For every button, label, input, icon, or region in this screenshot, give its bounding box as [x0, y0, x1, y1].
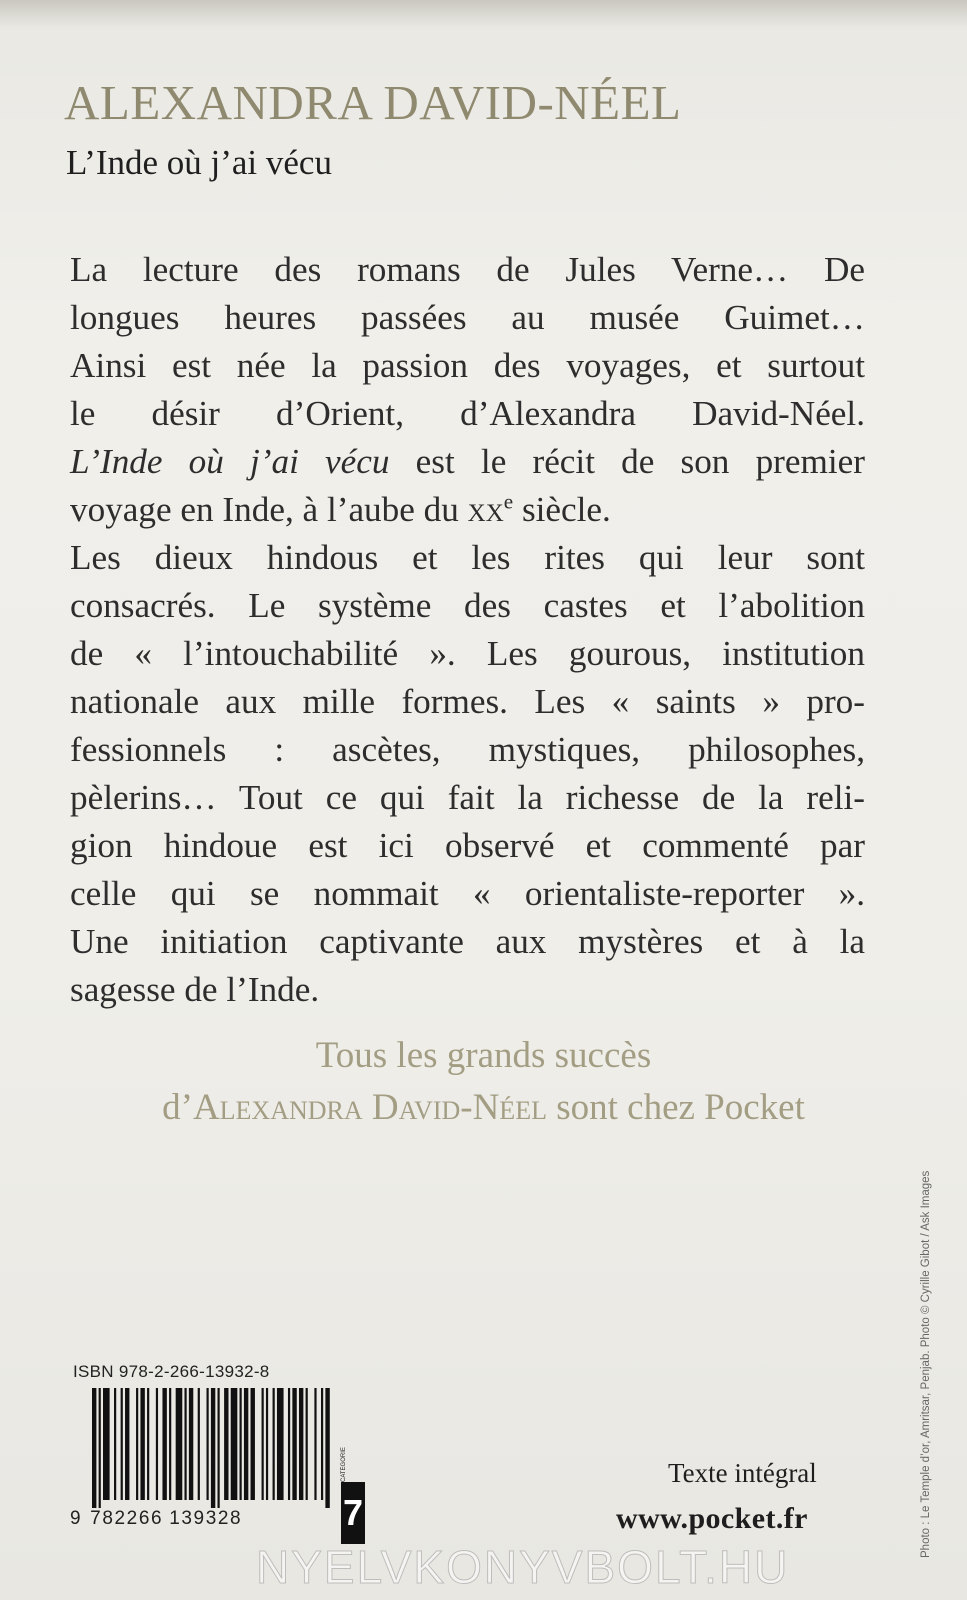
barcode-bar — [176, 1388, 183, 1500]
photo-credit — [920, 1030, 940, 1570]
blurb-line: de « l’intouchabilité ». Les gourous, institution — [70, 634, 865, 673]
barcode-bar — [140, 1388, 144, 1500]
barcode-digit-group-1: 782266 — [90, 1508, 164, 1529]
barcode-bar — [325, 1388, 329, 1508]
blurb-line-rest: est le récit de son premier — [389, 442, 865, 481]
category-label: CATÉGORIE — [341, 1447, 347, 1482]
photo-credit-text: Photo : Le Temple d’or, Amritsar, Penjab. Photo © Cyrille Gibot / Ask Images — [920, 1170, 932, 1558]
barcode-bar — [125, 1388, 129, 1500]
barcode-bar — [277, 1388, 284, 1500]
barcode-bar — [207, 1388, 209, 1500]
barcode-digits — [70, 1508, 242, 1530]
price-category — [341, 1447, 365, 1544]
blurb-line: gion hindoue est ici observé et commenté par — [70, 826, 865, 865]
barcode-bar — [251, 1388, 255, 1500]
blurb-line: sagesse de l’Inde. — [70, 970, 320, 1009]
barcode-bar — [288, 1388, 290, 1500]
barcode-bar — [266, 1388, 268, 1500]
pocket-tagline — [0, 1030, 967, 1134]
barcode-bar — [99, 1388, 101, 1508]
barcode-bar — [292, 1388, 296, 1500]
barcode-bar — [231, 1388, 238, 1500]
blurb-line: longues heures passées au musée Guimet… — [70, 298, 865, 337]
barcode-bar — [184, 1388, 186, 1500]
barcode-bar — [321, 1388, 323, 1500]
blurb — [70, 246, 865, 1014]
cover-top-edge — [0, 0, 967, 28]
barcode-bar — [121, 1388, 123, 1500]
blurb-line-century — [70, 486, 865, 534]
barcode-bar — [218, 1388, 220, 1508]
tagline-prefix: d’ — [162, 1087, 193, 1128]
blurb-line: consacrés. Le système des castes et l’abolition — [70, 586, 865, 625]
blurb-italic-title: L’Inde où j’ai vécu — [70, 442, 390, 481]
barcode-bar — [114, 1388, 116, 1500]
barcode-bar — [92, 1388, 96, 1508]
tagline-line-1: Tous les grands succès — [315, 1035, 652, 1076]
book-title: L’Inde où j’ai vécu — [66, 143, 332, 182]
barcode-bar — [244, 1388, 248, 1500]
barcode-bar — [211, 1388, 215, 1508]
author-name: ALEXANDRA DAVID-NÉEL — [64, 75, 682, 130]
blurb-line-start: voyage en Inde, à l’aube du — [70, 490, 468, 529]
barcode-bar — [169, 1388, 171, 1500]
barcode-bar — [189, 1388, 193, 1500]
blurb-line: pèlerins… Tout ce qui fait la richesse de la reli- — [70, 778, 865, 817]
barcode-bar — [103, 1388, 110, 1500]
tagline-suffix: sont chez Pocket — [546, 1087, 805, 1128]
blurb-line: Les dieux hindous et les rites qui leur sont — [70, 538, 865, 577]
blurb-line: le désir d’Orient, d’Alexandra David-Néel. — [70, 394, 865, 433]
barcode-bar — [136, 1388, 138, 1500]
barcode-bar — [240, 1388, 242, 1500]
barcode-bar — [224, 1388, 228, 1500]
barcode-bar — [198, 1388, 200, 1500]
blurb-line-end: siècle. — [513, 490, 611, 529]
blurb-line: celle qui se nommait « orientaliste-reporter ». — [70, 874, 865, 913]
barcode-bar — [162, 1388, 166, 1500]
barcode-digit-group-2: 139328 — [169, 1508, 243, 1529]
barcode-bar — [299, 1388, 303, 1500]
isbn-barcode — [92, 1388, 332, 1508]
blurb-century: xx — [467, 490, 504, 529]
blurb-line: Ainsi est née la passion des voyages, et surtout — [70, 346, 865, 385]
blurb-line: nationale aux mille formes. Les « saints » pro- — [70, 682, 865, 721]
barcode-bar — [262, 1388, 264, 1500]
barcode-digit-first: 9 — [70, 1508, 83, 1529]
publisher-website: www.pocket.fr — [616, 1502, 808, 1535]
store-watermark: NYELVKONYVBOLT.HU — [256, 1541, 790, 1593]
tagline-line-2 — [0, 1082, 967, 1134]
isbn-label: ISBN 978-2-266-13932-8 — [73, 1362, 270, 1381]
barcode-bar — [156, 1388, 158, 1500]
blurb-line: La lecture des romans de Jules Verne… De — [70, 250, 865, 289]
tagline-author: Alexandra David-Néel — [192, 1087, 547, 1128]
barcode-bar — [306, 1388, 308, 1500]
barcode-bar — [147, 1388, 149, 1500]
blurb-line: fessionnels : ascètes, mystiques, philosophes, — [70, 730, 865, 769]
category-number: 7 — [341, 1482, 365, 1544]
barcode-bar — [314, 1388, 316, 1500]
texte-integral-label: Texte intégral — [668, 1458, 817, 1488]
blurb-line: Une initiation captivante aux mystères et à la — [70, 922, 865, 961]
blurb-century-sup: e — [503, 489, 514, 514]
blurb-line-with-title — [70, 438, 865, 486]
barcode-bar — [273, 1388, 275, 1500]
